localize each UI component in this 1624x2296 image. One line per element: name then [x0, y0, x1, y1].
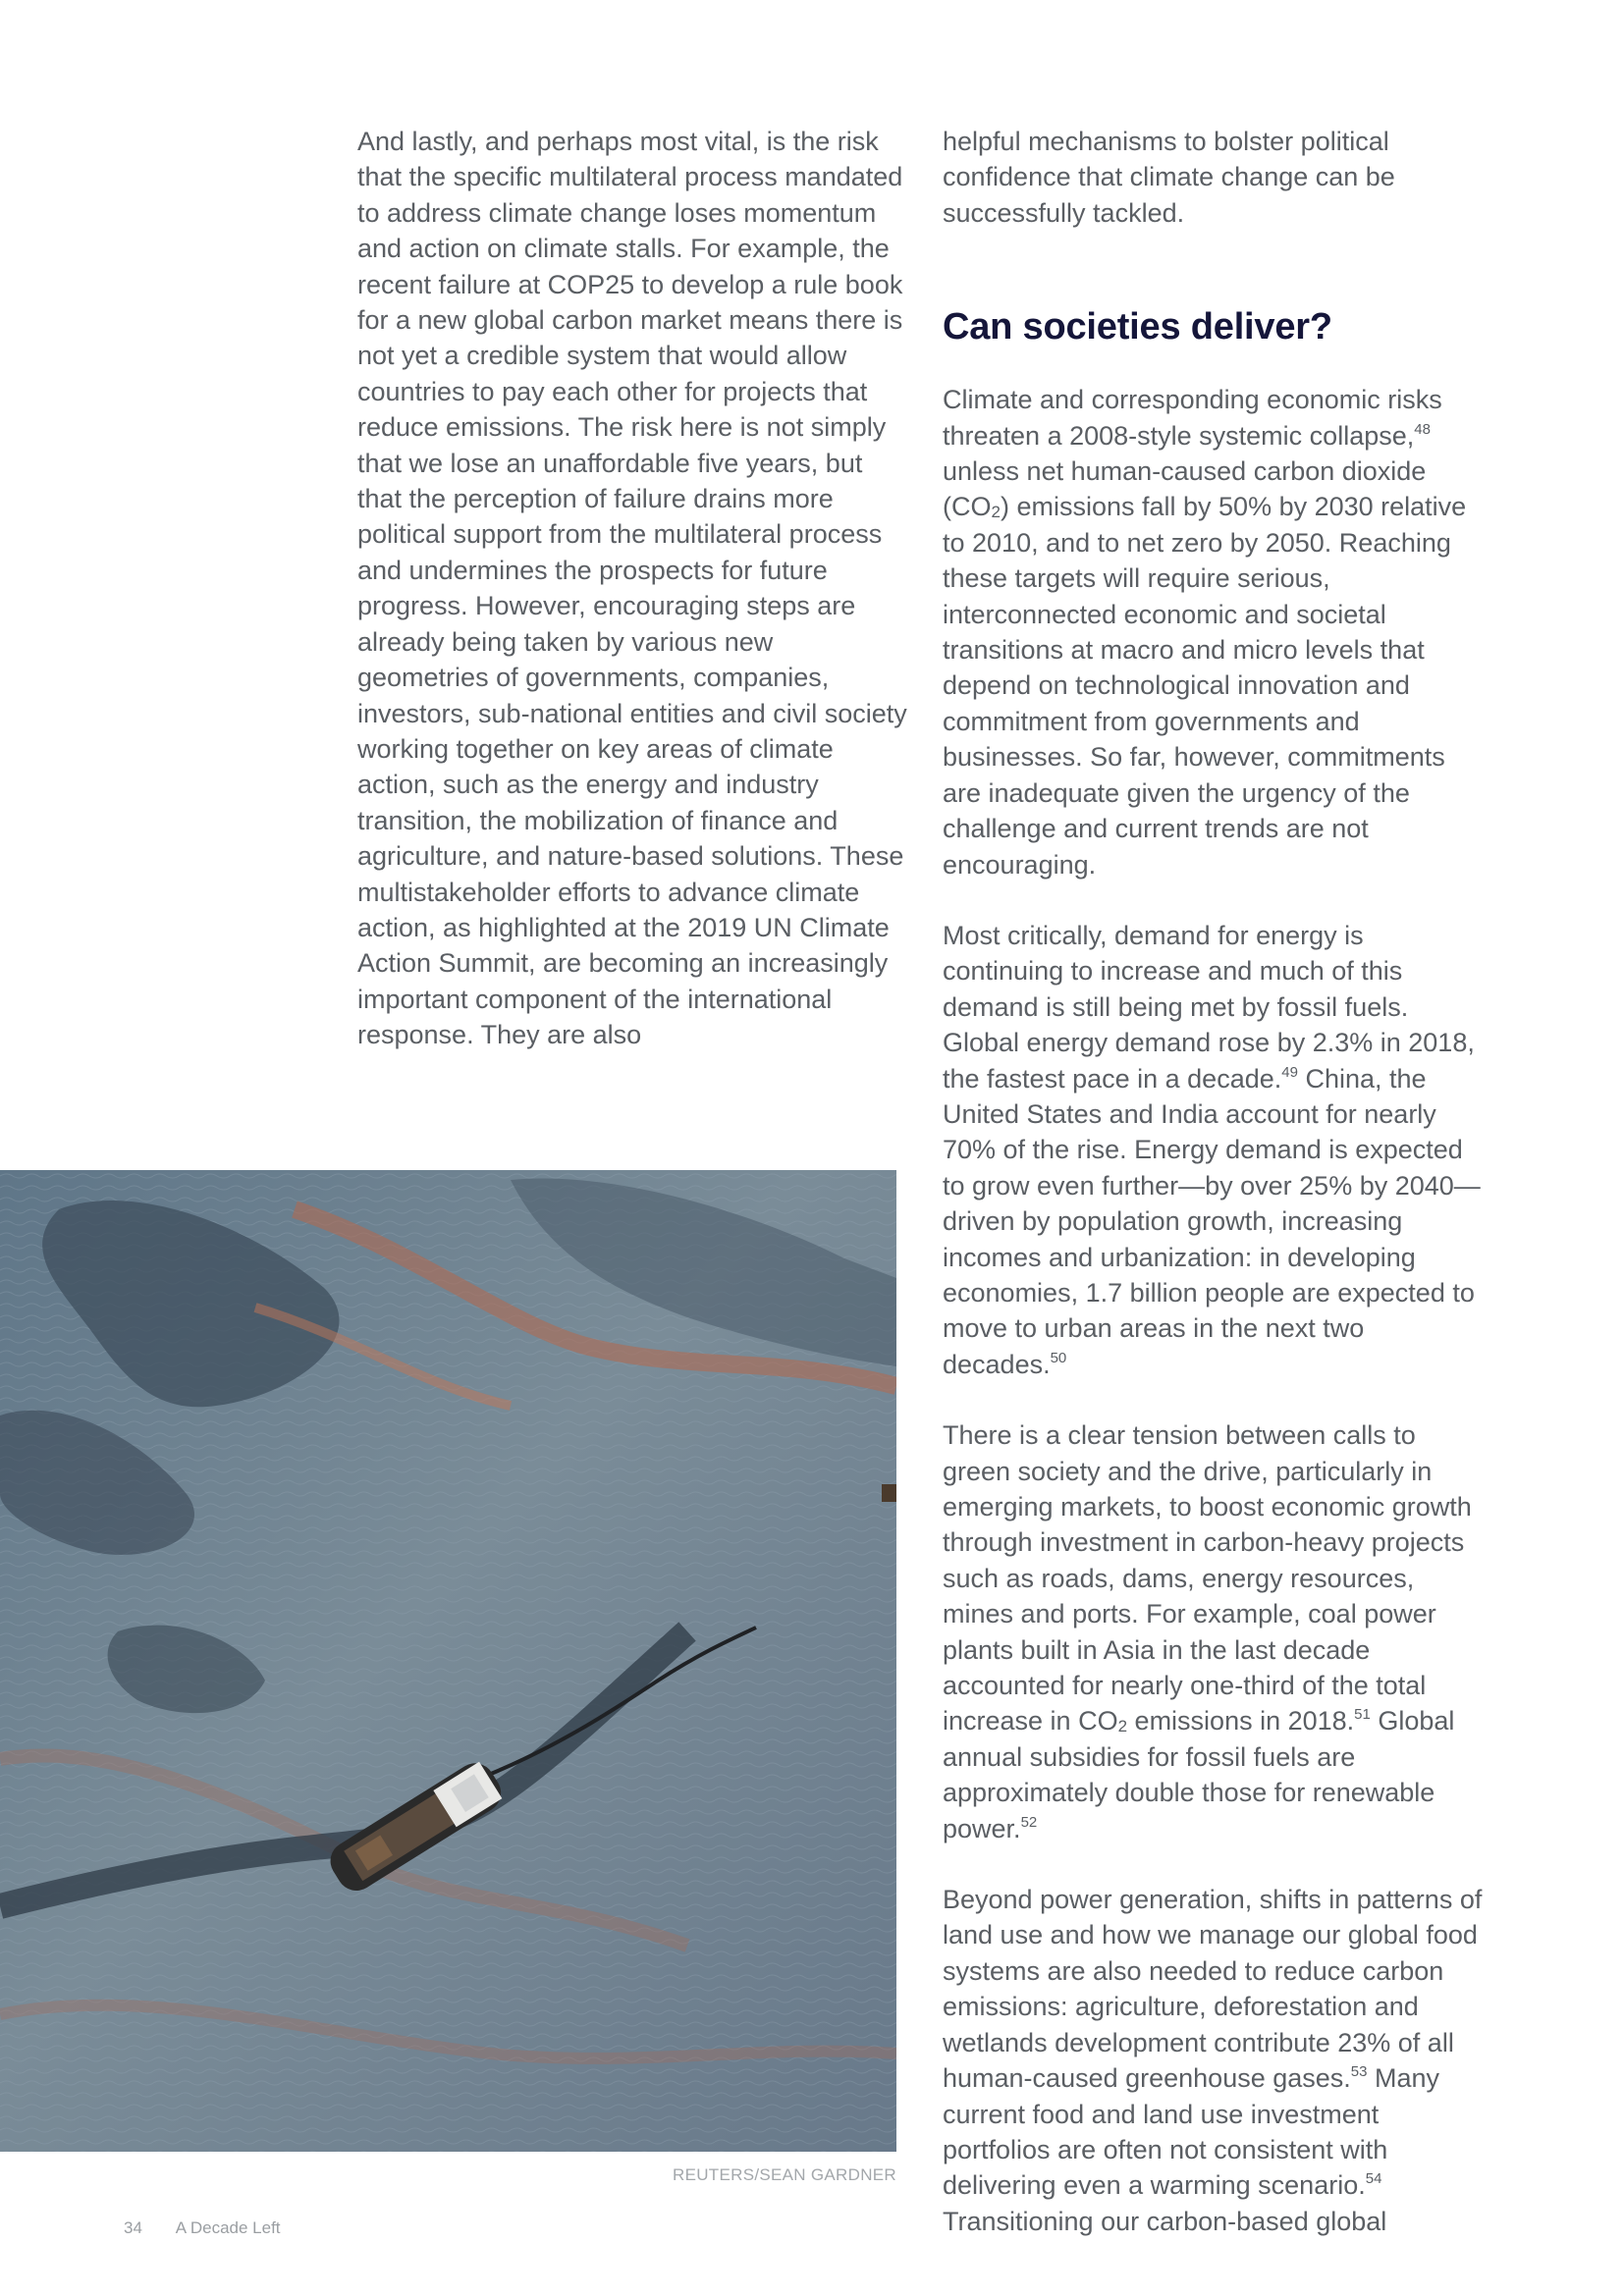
footnote-ref: 49: [1281, 1063, 1298, 1081]
left-text-column: [357, 124, 907, 1053]
paragraph: Most critically, demand for energy is continuing to increase and much of this demand is still being met by fossil fuels. Global energy demand rose by 2.3% in 2018, the fastest pace in a decade.$^{49}$ China, the United States and India account for nearly 70% of the rise. Energy demand is expected to grow even further—by over 25% by 2040—driven by population growth, increasing incomes and urbanization: in developing economies, 1.7 billion people are expected to move to urban areas in the next two decades.$^{50}$: [943, 920, 1481, 1379]
oil-spill-aerial-photo: [0, 1170, 896, 2152]
section-heading: Can societies deliver?: [943, 306, 1332, 348]
footnote-ref: 53: [1350, 2063, 1368, 2081]
page-footer: [124, 2218, 310, 2238]
footnote-ref: 48: [1414, 420, 1431, 438]
paragraph: There is a clear tension between calls to green society and the drive, particularly in emerging markets, to boost economic growth through investment in carbon-heavy projects such as roads, dams, energy resources, mines and ports. For example, coal power plants built in Asia in the last decade accounted for nearly one-third of the total increase in $CO_2$ emissions in 2018.51 Global annual subsidies for fossil fuels are approximately double those for renewable power.$^{52}$: [943, 1420, 1472, 1843]
small-vessel: [882, 1484, 896, 1502]
publication-title: A Decade Left: [175, 2218, 281, 2237]
footnote-ref: 51: [1354, 1706, 1371, 1724]
paragraph: Climate and corresponding economic risks threaten a 2008-style systemic collapse,$^{48}$ unless net human-caused carbon dioxide $(CO_2)$ emissions fall by 50% by 2030 relative to 2010, and to net zero by 2050. Reaching these targets will require serious, interconnected economic and societal transitions at macro and micro levels that depend on technological innovation and commitment from governments and businesses. So far, however, commitments are inadequate given the urgency of the challenge and current trends are not encouraging.: [943, 385, 1467, 880]
footnote-ref: 54: [1365, 2170, 1382, 2188]
right-text-column: [943, 124, 1489, 2239]
footnote-ref: 52: [1020, 1813, 1038, 1831]
page-number: 34: [124, 2218, 142, 2237]
paragraph: helpful mechanisms to bolster political confidence that climate change can be successfully tackled.: [943, 127, 1395, 228]
paragraph: And lastly, and perhaps most vital, is the risk that the specific multilateral process mandated to address climate change loses momentum and action on climate stalls. For example, the recent failure at COP25 to develop a rule book for a new global carbon market means there is not yet a credible system that would allow countries to pay each other for projects that reduce emissions. The risk here is not simply that we lose an unaffordable five years, but that the perception of failure drains more political support from the multilateral process and undermines the prospects for future progress. However, encouraging steps are already being taken by various new geometries of governments, companies, investors, sub-national entities and civil society working together on key areas of climate action, such as the energy and industry transition, the mobilization of finance and agriculture, and nature-based solutions. These multistakeholder efforts to advance climate action, as highlighted at the 2019 UN Climate Action Summit, are becoming an increasingly important component of the international response. They are also: [357, 127, 907, 1050]
paragraph: Beyond power generation, shifts in patterns of land use and how we manage our global food systems are also needed to reduce carbon emissions: agriculture, deforestation and wetlands development contribute 23% of all human-caused greenhouse gases.$^{53}$ Many current food and land use investment portfolios are often not consistent with delivering even a warming scenario.$^{54}$ Transitioning our carbon-based global: [943, 1885, 1483, 2236]
footnote-ref: 50: [1050, 1349, 1067, 1366]
photo-credit: REUTERS/SEAN GARDNER: [673, 2165, 896, 2184]
